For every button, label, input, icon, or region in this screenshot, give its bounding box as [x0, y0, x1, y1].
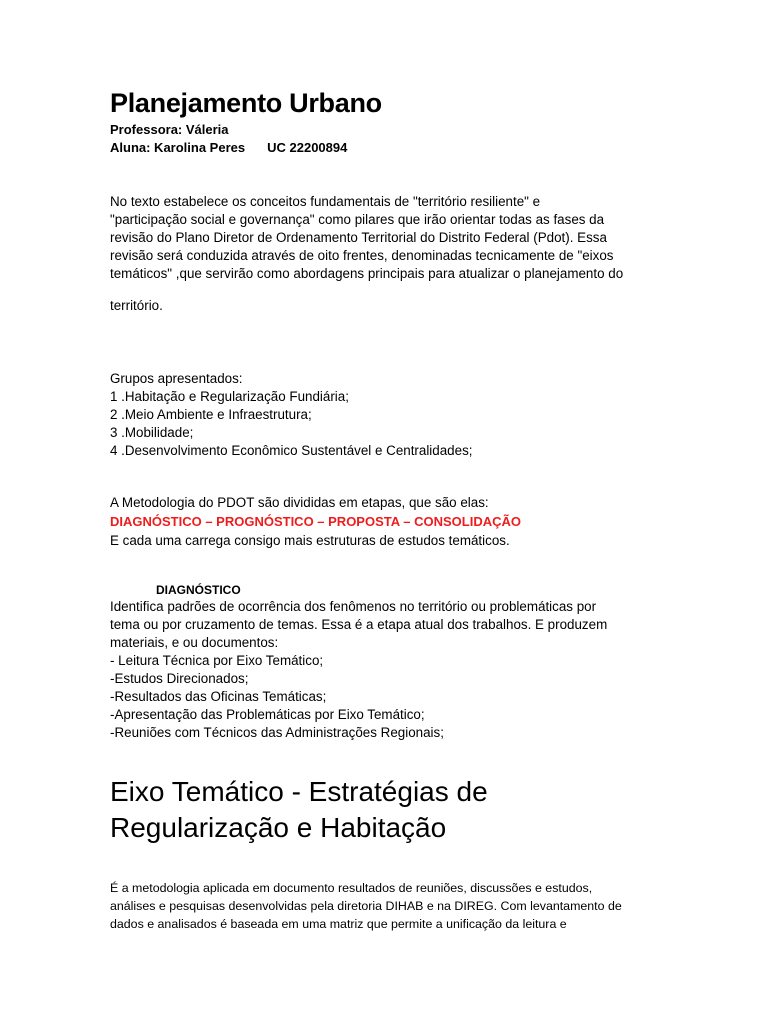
list-item: -Apresentação das Problemáticas por Eixo Temático; [110, 707, 425, 722]
list-item: -Estudos Direcionados; [110, 671, 249, 686]
axis-heading [110, 774, 488, 846]
stages-line: DIAGNÓSTICO – PROGNÓSTICO – PROPOSTA – CONSOLIDAÇÃO [110, 514, 521, 529]
groups-heading: Grupos apresentados: [110, 371, 243, 386]
axis-line: dados e analisados é baseada em uma matriz que permite a unificação da leitura e [110, 917, 567, 931]
intro-last-line: território. [110, 298, 163, 313]
intro-line: No texto estabelece os conceitos fundamentais de "território resiliente" e [110, 194, 541, 209]
list-item: 4 .Desenvolvimento Econômico Sustentável e Centralidades; [110, 443, 473, 458]
professor-line: Professora: Váleria [110, 122, 229, 137]
axis-line: análises e pesquisas desenvolvidas pela diretoria DIHAB e na DIREG. Com levantamento de [110, 899, 622, 913]
diagnostic-heading: DIAGNÓSTICO [156, 583, 241, 597]
diagnostic-line: Identifica padrões de ocorrência dos fenômenos no território ou problemáticas por [110, 599, 597, 614]
diagnostic-line: materiais, e ou documentos: [110, 635, 279, 650]
list-item: -Resultados das Oficinas Temáticas; [110, 689, 327, 704]
axis-paragraph [110, 879, 622, 933]
groups-list [110, 370, 473, 460]
document-title: Planejamento Urbano [110, 88, 382, 118]
intro-paragraph [110, 193, 623, 283]
diagnostic-paragraph [110, 598, 607, 742]
list-item: - Leitura Técnica por Eixo Temático; [110, 653, 324, 668]
axis-heading-line: Regularização e Habitação [110, 812, 447, 843]
axis-line: É a metodologia aplicada em documento resultados de reuniões, discussões e estudos, [110, 881, 593, 895]
diagnostic-line: tema ou por cruzamento de temas. Essa é a etapa atual dos trabalhos. E produzem [110, 617, 608, 632]
methodology-line: A Metodologia do PDOT são divididas em etapas, que são elas: [110, 495, 489, 510]
intro-line: revisão será conduzida através de oito frentes, denominadas tecnicamente de "eixos [110, 248, 614, 263]
intro-line: temáticos" ,que servirão como abordagens principais para atualizar o planejamento do [110, 266, 624, 281]
list-item: 1 .Habitação e Regularização Fundiária; [110, 389, 349, 404]
axis-heading-line: Eixo Temático - Estratégias de [110, 776, 488, 807]
student-name: Aluna: Karolina Peres [110, 140, 246, 155]
stages-note: E cada uma carrega consigo mais estruturas de estudos temáticos. [110, 533, 510, 548]
intro-line: "participação social e governança" como pilares que irão orientar todas as fases da [110, 212, 605, 227]
list-item: 3 .Mobilidade; [110, 425, 194, 440]
student-line [110, 140, 347, 155]
intro-line: revisão do Plano Diretor de Ordenamento Territorial do Distrito Federal (Pdot). Essa [110, 230, 607, 245]
list-item: -Reuniões com Técnicos das Administrações Regionais; [110, 725, 444, 740]
student-code: UC 22200894 [267, 140, 348, 155]
list-item: 2 .Meio Ambiente e Infraestrutura; [110, 407, 312, 422]
